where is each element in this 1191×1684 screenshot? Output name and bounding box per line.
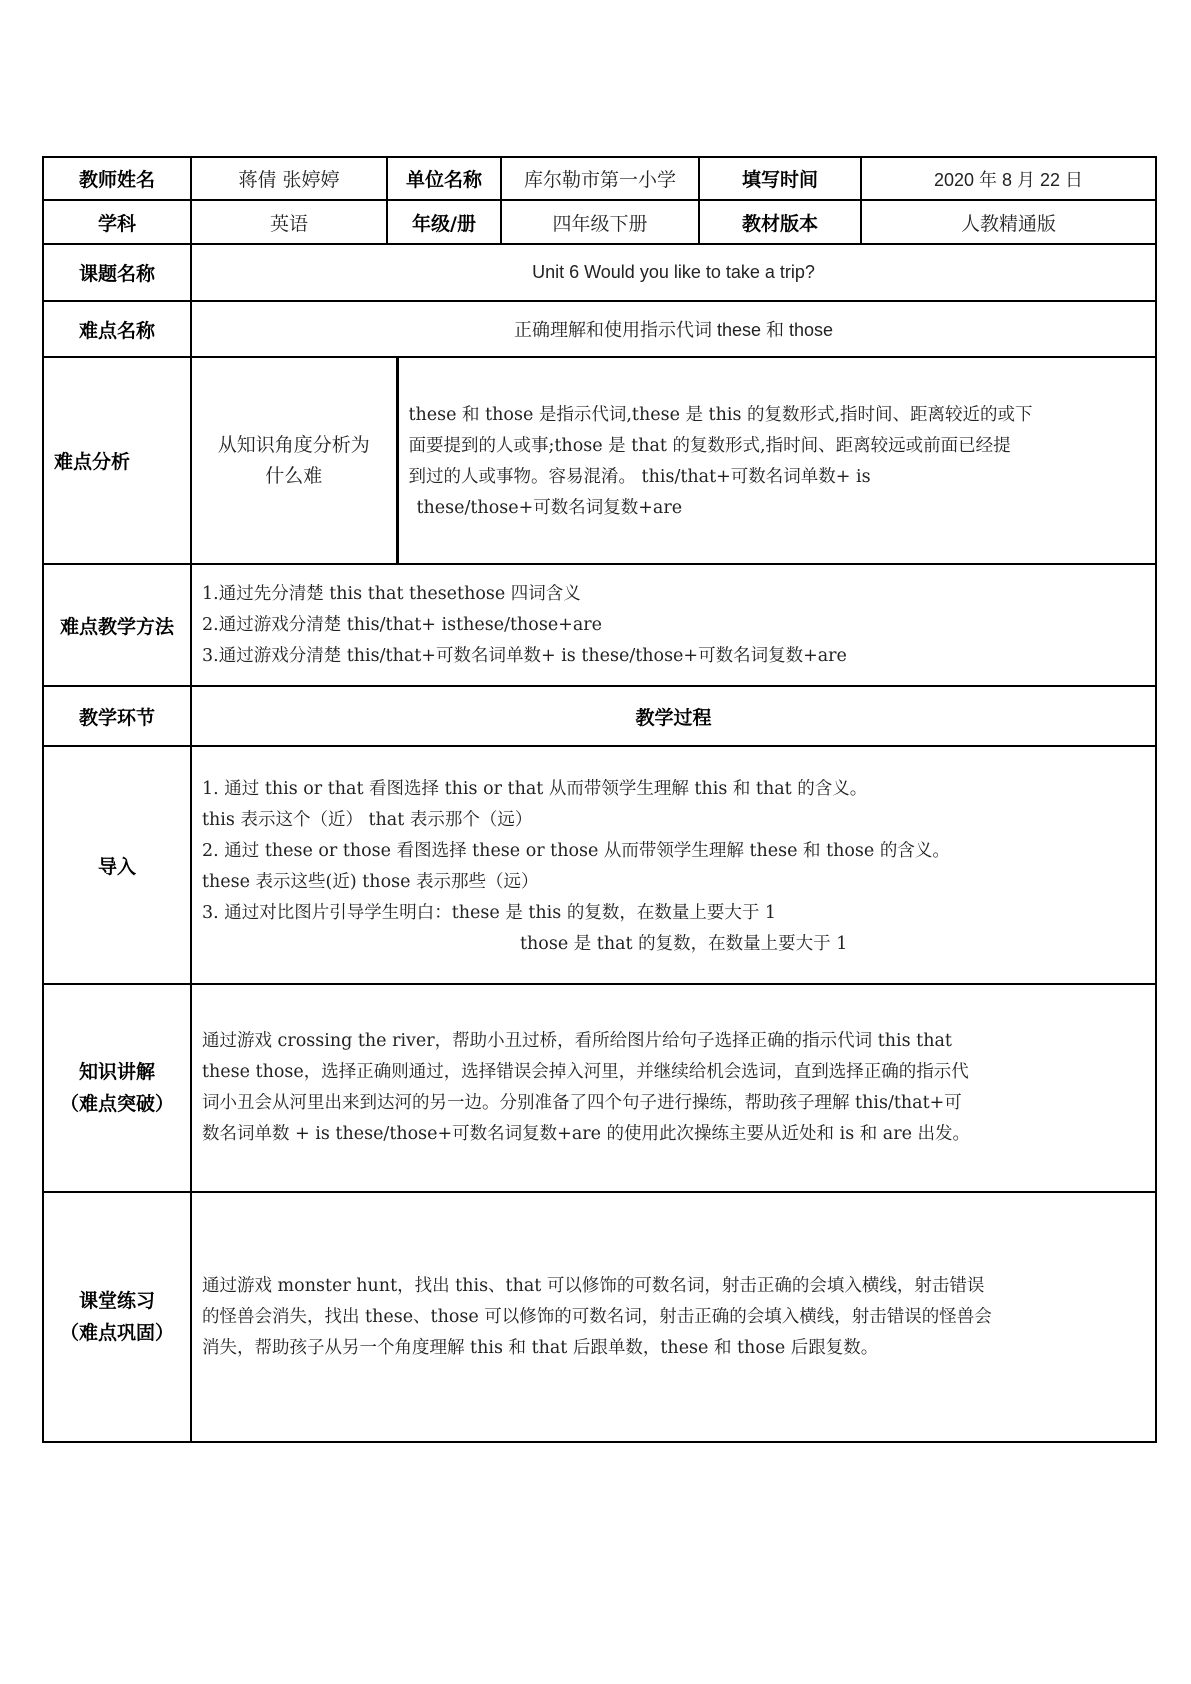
intro-line: this 表示这个（近） that 表示那个（远） — [202, 810, 533, 830]
analysis-row — [43, 357, 1156, 564]
analysis-line: 到过的人或事物。容易混淆。 this/that+可数名词单数+ is — [408, 467, 871, 487]
difficulty-value: 正确理解和使用指示代词 these 和 those — [191, 301, 1156, 357]
knowledge-line: these those，选择正确则通过，选择错误会掉入河里，并继续给机会选词，直到选择正确的指示代 — [202, 1062, 969, 1082]
practice-label-line2: （难点巩固） — [59, 1322, 174, 1344]
edition-label: 教材版本 — [699, 200, 861, 244]
method-line: 1.通过先分清楚 this that thesethose 四词含义 — [202, 583, 581, 604]
teacher-value: 蒋倩 张婷婷 — [191, 157, 387, 200]
intro-line: these 表示这些(近) those 表示那些（远） — [202, 872, 539, 892]
header-row-2 — [43, 200, 1156, 244]
method-line: 3.通过游戏分清楚 this/that+可数名词单数+ is these/those+可数名词复数+are — [202, 645, 847, 666]
analysis-line: 面要提到的人或事;those 是 that 的复数形式,指时间、距离较远或前面已经提 — [408, 436, 1011, 456]
grade-value: 四年级下册 — [501, 200, 699, 244]
knowledge-label-line2: （难点突破） — [59, 1093, 174, 1115]
knowledge-line: 通过游戏 crossing the river，帮助小丑过桥，看所给图片给句子选择正确的指示代词 this that — [202, 1031, 952, 1051]
analysis-sub-label-text: 从知识角度分析为什么难 — [217, 433, 370, 487]
unit-value: 库尔勒市第一小学 — [501, 157, 699, 200]
header-row-1 — [43, 157, 1156, 200]
intro-line: those 是 that 的复数，在数量上要大于 1 — [520, 934, 848, 954]
knowledge-content — [191, 984, 1156, 1192]
date-value: 2020 年 8 月 22 日 — [861, 157, 1156, 200]
method-label: 难点教学方法 — [43, 564, 191, 686]
knowledge-row — [43, 984, 1156, 1192]
knowledge-label — [43, 984, 191, 1192]
analysis-line: these 和 those 是指示代词,these 是 this 的复数形式,指时间、距离较近的或下 — [408, 405, 1033, 425]
practice-label — [43, 1192, 191, 1442]
difficulty-row — [43, 301, 1156, 357]
edition-value: 人教精通版 — [861, 200, 1156, 244]
grade-label: 年级/册 — [387, 200, 501, 244]
intro-content — [191, 746, 1156, 984]
intro-line: 2. 通过 these or those 看图选择 these or those 从而带领学生理解 these 和 those 的含义。 — [202, 841, 950, 861]
intro-label: 导入 — [43, 746, 191, 984]
analysis-content — [397, 357, 1156, 564]
intro-line: 3. 通过对比图片引导学生明白：these 是 this 的复数，在数量上要大于 1 — [202, 903, 777, 923]
practice-row — [43, 1192, 1156, 1442]
practice-label-line1: 课堂练习 — [78, 1290, 155, 1312]
analysis-label: 难点分析 — [43, 357, 191, 564]
intro-line: 1. 通过 this or that 看图选择 this or that 从而带领学生理解 this 和 that 的含义。 — [202, 779, 868, 799]
lesson-plan-table — [42, 156, 1157, 1443]
subject-value: 英语 — [191, 200, 387, 244]
unit-label: 单位名称 — [387, 157, 501, 200]
date-label: 填写时间 — [699, 157, 861, 200]
teacher-label: 教师姓名 — [43, 157, 191, 200]
method-row — [43, 564, 1156, 686]
intro-row — [43, 746, 1156, 984]
knowledge-label-line1: 知识讲解 — [78, 1061, 155, 1083]
practice-line: 的怪兽会消失，找出 these、those 可以修饰的可数名词，射击正确的会填入横线，射击错误的怪兽会 — [202, 1306, 992, 1327]
practice-content — [191, 1192, 1156, 1442]
knowledge-line: 词小丑会从河里出来到达河的另一边。分别准备了四个句子进行操练，帮助孩子理解 this/that+可 — [202, 1093, 962, 1113]
practice-line: 通过游戏 monster hunt，找出 this、that 可以修饰的可数名词，射击正确的会填入横线，射击错误 — [202, 1275, 985, 1296]
practice-line: 消失，帮助孩子从另一个角度理解 this 和 that 后跟单数，these 和 those 后跟复数。 — [202, 1337, 879, 1358]
analysis-sub-label — [191, 357, 397, 564]
knowledge-line: 数名词单数 + is these/those+可数名词复数+are 的使用此次操练主要从近处和 is 和 are 出发。 — [202, 1124, 971, 1144]
topic-value: Unit 6 Would you like to take a trip? — [191, 244, 1156, 301]
topic-row — [43, 244, 1156, 301]
topic-label: 课题名称 — [43, 244, 191, 301]
method-content — [191, 564, 1156, 686]
subject-label: 学科 — [43, 200, 191, 244]
process-stage-label: 教学环节 — [43, 686, 191, 746]
process-title: 教学过程 — [191, 686, 1156, 746]
difficulty-label: 难点名称 — [43, 301, 191, 357]
lesson-plan-document — [42, 156, 1155, 1443]
process-header-row — [43, 686, 1156, 746]
analysis-line: these/those+可数名词复数+are — [416, 498, 683, 518]
method-line: 2.通过游戏分清楚 this/that+ isthese/those+are — [202, 614, 602, 635]
